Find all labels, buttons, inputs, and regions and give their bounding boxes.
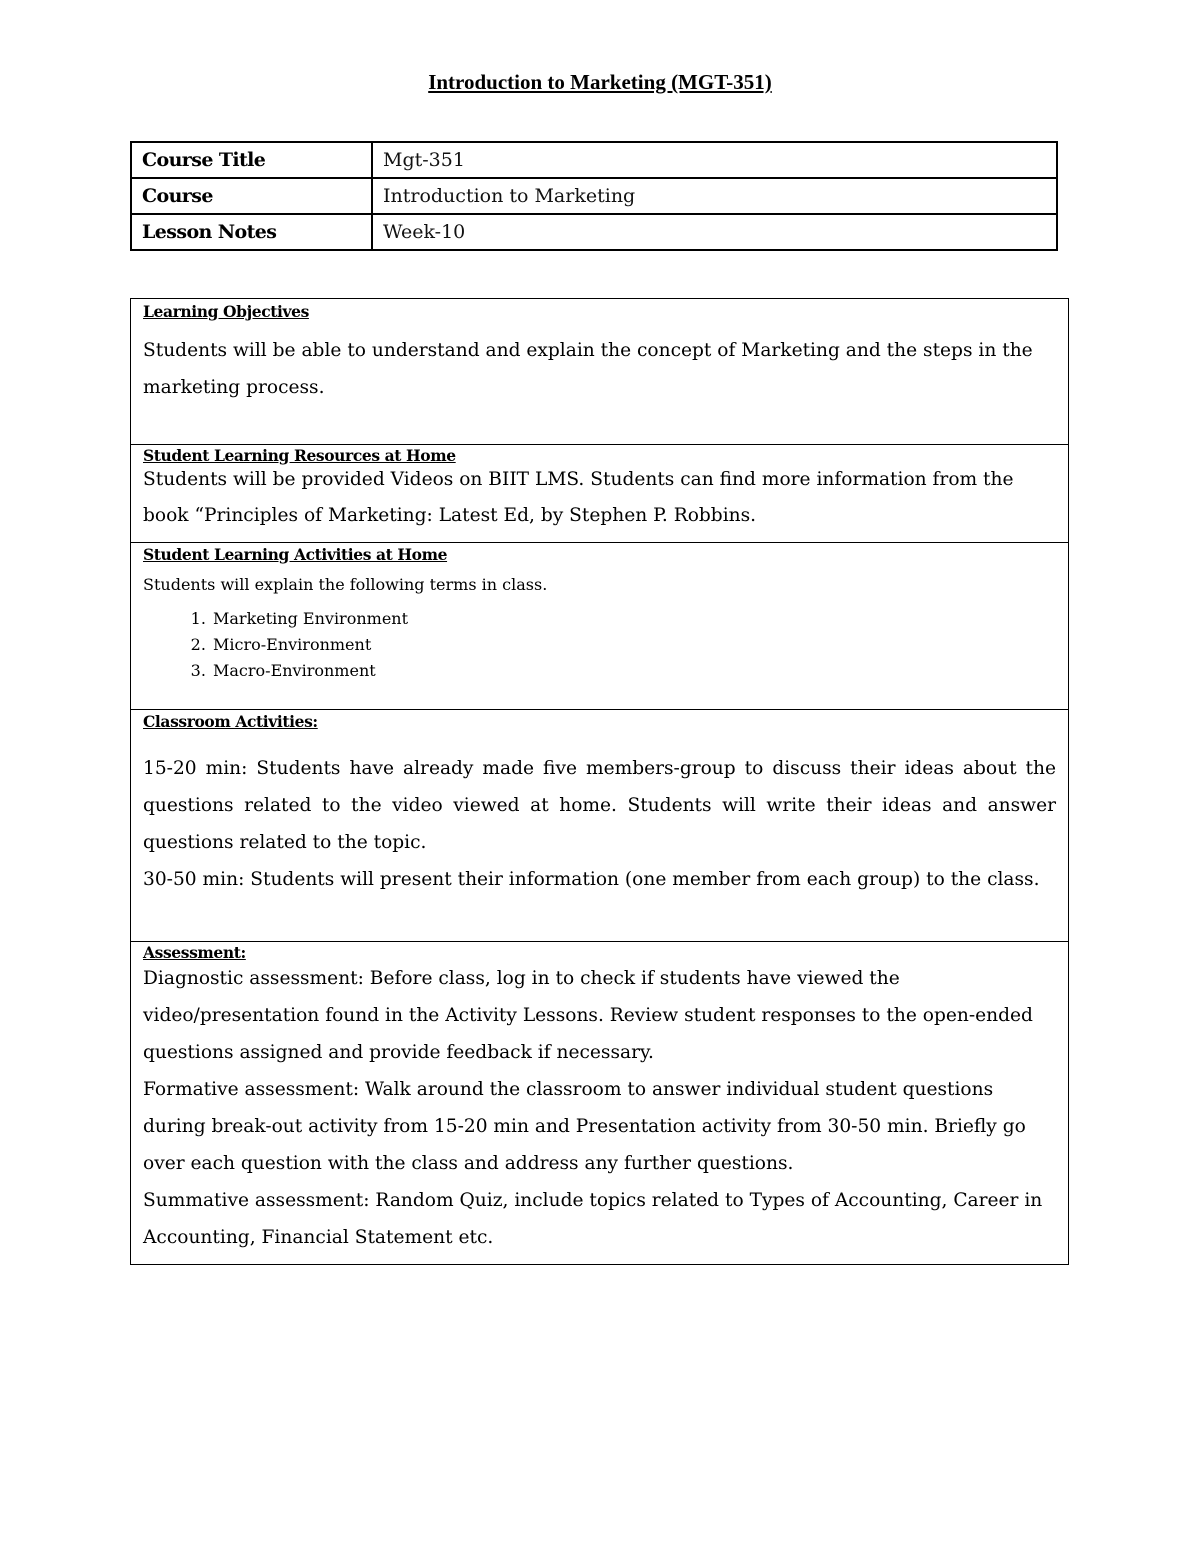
learning-objectives-section (130, 298, 1069, 445)
assessment-summative-text: Summative assessment: Random Quiz, include topics related to Types of Accounting, Career in Accounting, Financial Statement etc. (143, 1190, 1043, 1248)
course-label: Course (131, 178, 372, 214)
classroom-activities-text-2: 30-50 min: Students will present their information (one member from each group) to the class. (143, 869, 1040, 890)
course-value: Introduction to Marketing (372, 178, 1057, 214)
list-item: 3. Macro-Environment (211, 658, 1056, 684)
learning-activities-intro: Students will explain the following terms in class. (143, 575, 548, 594)
lesson-notes-value: Week-10 (372, 214, 1057, 250)
learning-resources-section (130, 444, 1069, 543)
learning-activities-section (130, 542, 1069, 710)
learning-objectives-text: Students will be able to understand and explain the concept of Marketing and the steps in the marketing process. (143, 340, 1033, 398)
lesson-notes-label: Lesson Notes (131, 214, 372, 250)
classroom-activities-section (130, 709, 1069, 942)
table-row (131, 214, 1057, 250)
course-title-value: Mgt-351 (372, 142, 1057, 178)
learning-activities-heading: Student Learning Activities at Home (143, 545, 448, 564)
terms-list (143, 606, 1056, 684)
list-item: 2. Micro-Environment (211, 632, 1056, 658)
classroom-activities-heading: Classroom Activities: (143, 712, 318, 731)
learning-objectives-heading: Learning Objectives (143, 302, 309, 321)
table-row (131, 178, 1057, 214)
assessment-heading: Assessment: (143, 943, 246, 962)
classroom-activities-text-1: 15-20 min: Students have already made five members-group to discuss their ideas about the questions related to the video viewed at home. Students will write their ideas and answer questions related to the topic. (143, 758, 1056, 853)
learning-resources-text: Students will be provided Videos on BIIT LMS. Students can find more information from the book “Principles of Marketing: Latest Ed, by Stephen P. Robbins. (143, 469, 1014, 526)
list-item: 1. Marketing Environment (211, 606, 1056, 632)
assessment-formative-text: Formative assessment: Walk around the classroom to answer individual student questions during break-out activity from 15-20 min and Presentation activity from 30-50 min. Briefly go over each question with the class and address any further questions. (143, 1079, 1026, 1174)
assessment-section (130, 941, 1069, 1265)
learning-resources-heading: Student Learning Resources at Home (143, 446, 456, 465)
course-info-table (130, 141, 1058, 251)
assessment-diagnostic-text: Diagnostic assessment: Before class, log in to check if students have viewed the video/presentation found in the Activity Lessons. Review student responses to the open-ended questions assigned and provide feedback if necessary. (143, 968, 1033, 1063)
course-title-label: Course Title (131, 142, 372, 178)
table-row (131, 142, 1057, 178)
document-title: Introduction to Marketing (MGT-351) (428, 70, 772, 94)
